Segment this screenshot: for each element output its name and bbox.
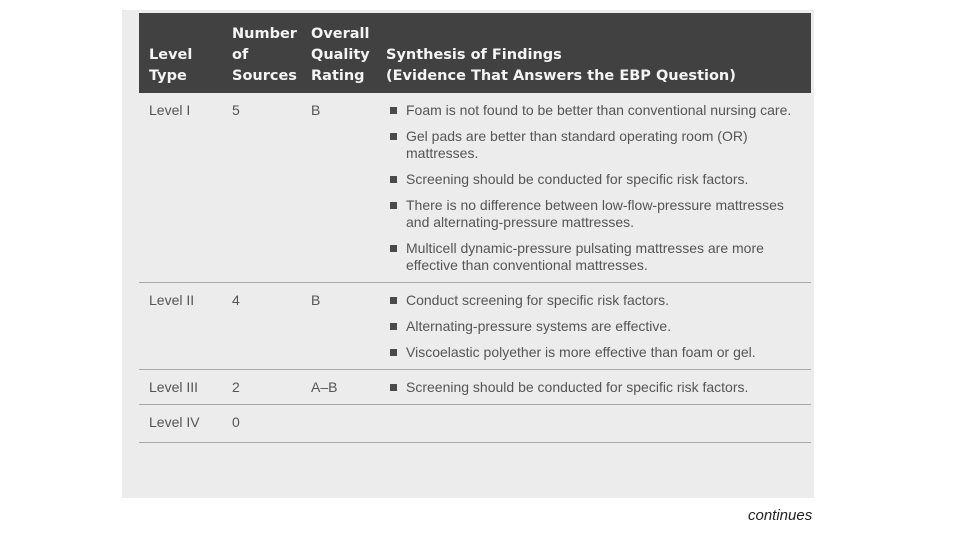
finding-item: There is no difference between low-flow-pressure mattresses and alternating-pressure mattresses. [406, 197, 805, 231]
level-cell: Level I [139, 93, 222, 283]
header-number-of-sources: Number of Sources [222, 13, 301, 93]
findings-cell [376, 405, 811, 443]
sources-cell: 2 [222, 370, 301, 405]
sources-cell: 4 [222, 283, 301, 370]
finding-item: Gel pads are better than standard operating room (OR) mattresses. [406, 128, 805, 162]
evidence-synthesis-table [139, 13, 811, 443]
header-level-type: Level Type [139, 13, 222, 93]
header-overall-quality-rating: Overall Quality Rating [301, 13, 376, 93]
finding-item: Viscoelastic polyether is more effective than foam or gel. [406, 344, 805, 361]
sources-cell: 5 [222, 93, 301, 283]
level-cell: Level IV [139, 405, 222, 443]
evidence-table-card [122, 10, 814, 498]
continues-note: continues [748, 507, 813, 524]
finding-item: Foam is not found to be better than conventional nursing care. [406, 102, 805, 119]
finding-item: Conduct screening for specific risk factors. [406, 292, 805, 309]
header-synthesis-of-findings: Synthesis of Findings (Evidence That Answers the EBP Question) [376, 13, 811, 93]
sources-cell: 0 [222, 405, 301, 443]
finding-item: Multicell dynamic-pressure pulsating mattresses are more effective than conventional mattresses. [406, 240, 805, 274]
table-row [139, 370, 811, 405]
finding-item: Screening should be conducted for specific risk factors. [406, 379, 805, 396]
rating-cell [301, 405, 376, 443]
table-header-row [139, 13, 811, 93]
rating-cell: B [301, 93, 376, 283]
findings-cell [376, 283, 811, 370]
findings-list [386, 379, 805, 396]
findings-cell [376, 93, 811, 283]
rating-cell: B [301, 283, 376, 370]
table-body [139, 93, 811, 443]
level-cell: Level III [139, 370, 222, 405]
findings-list [386, 292, 805, 361]
table-row [139, 93, 811, 283]
finding-item: Alternating-pressure systems are effective. [406, 318, 805, 335]
level-cell: Level II [139, 283, 222, 370]
finding-item: Screening should be conducted for specific risk factors. [406, 171, 805, 188]
rating-cell: A–B [301, 370, 376, 405]
table-row [139, 405, 811, 443]
table-row [139, 283, 811, 370]
findings-list [386, 102, 805, 274]
findings-cell [376, 370, 811, 405]
